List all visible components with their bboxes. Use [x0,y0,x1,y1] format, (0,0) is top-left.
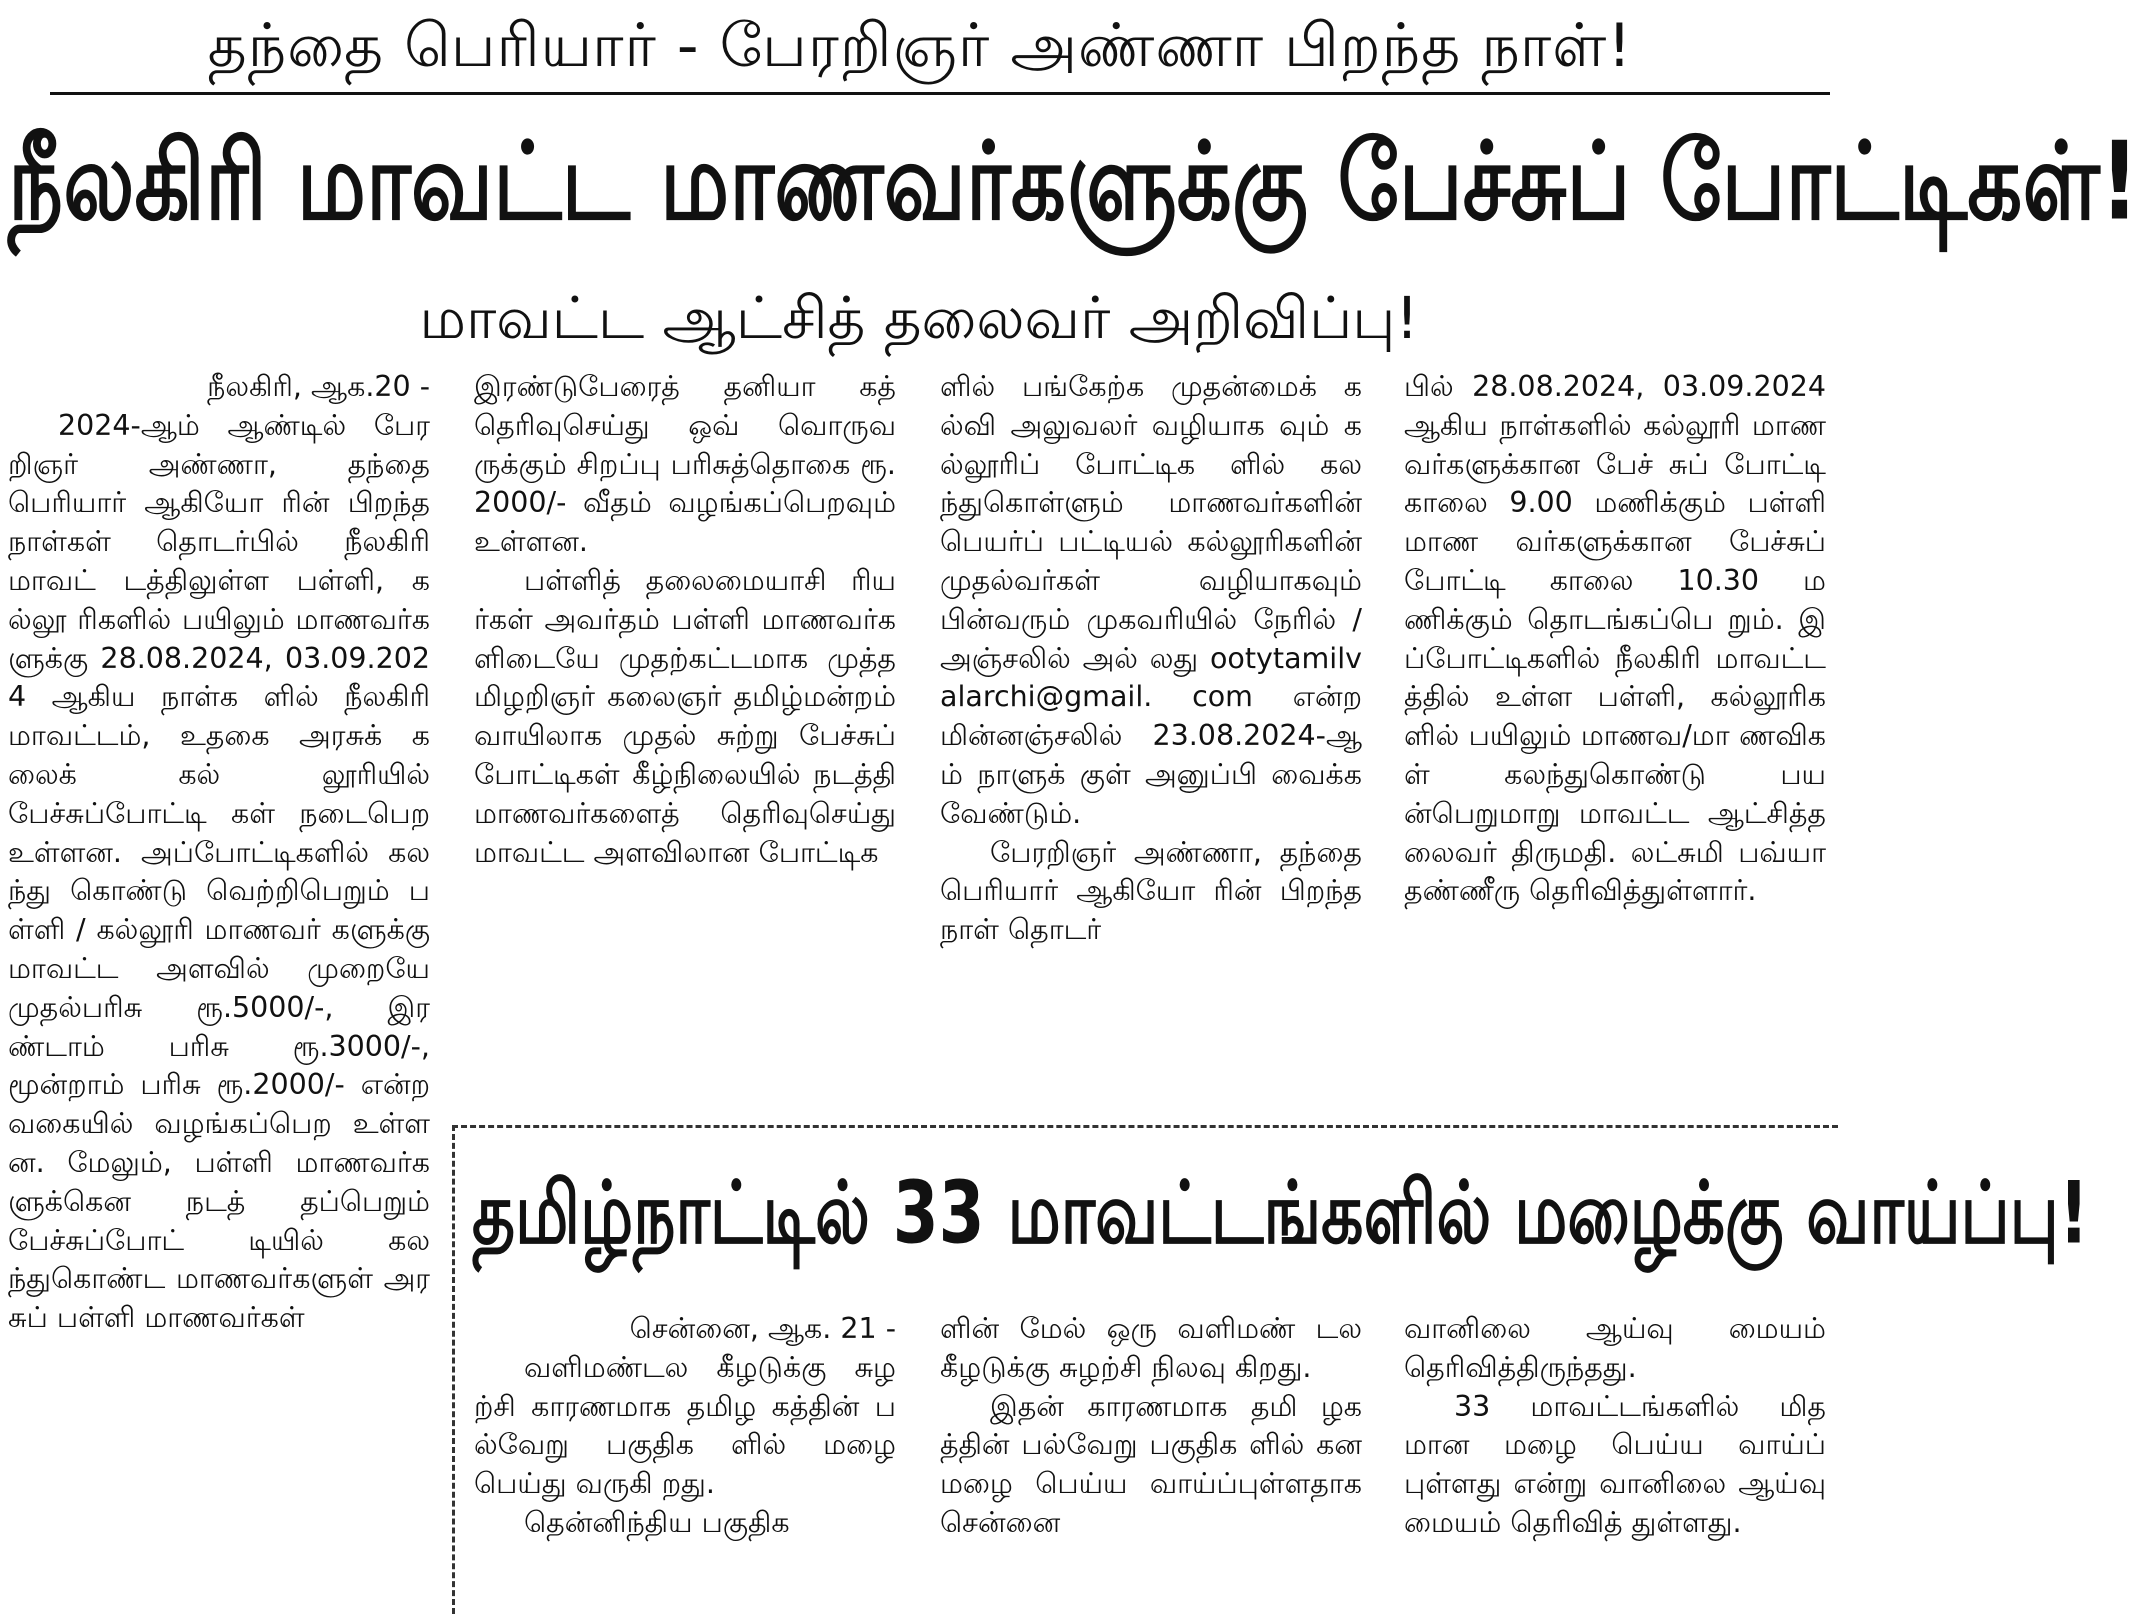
body-paragraph: பேரறிஞர் அண்ணா, தந்தை பெரியார் ஆகியோ ரின் பிறந்தநாள் தொடர் [940,835,1362,947]
article-column-3 [940,368,1362,1108]
article-column-1 [8,368,430,1614]
body-paragraph: ளின் மேல் ஒரு வளிமண் டல கீழடுக்கு சுழற்சி நிலவு கிறது. [940,1312,1362,1384]
body-paragraph: வளிமண்டல கீழடுக்கு சுழற்சி காரணமாக தமிழ கத்தின் பல்வேறு பகுதிக ளில் மழை பெய்து வருகி றது. [474,1350,896,1501]
article-kicker: தந்தை பெரியார் - பேரறிஞர் அண்ணா பிறந்த நாள்! [207,11,1633,81]
body-paragraph: இரண்டுபேரைத் தனியா கத் தெரிவுசெய்து ஒவ் வொருவருக்கும் சிறப்பு பரிசுத்தொகை ரூ.2000/- வீதம் வழங்கப்பெறவும் உள்ளன. [474,370,896,559]
body-paragraph: வானிலை ஆய்வு மையம் தெரிவித்திருந்தது. [1404,1312,1826,1384]
body-paragraph: 2024-ஆம் ஆண்டில் பேரறிஞர் அண்ணா, தந்தை பெரியார் ஆகியோ ரின் பிறந்தநாள்கள் தொடர்பில் நீலகிரி மாவட் டத்திலுள்ள பள்ளி, கல்லூ ரிகளில் பயிலும் மாணவர்க ளுக்கு 28.08.2024, 03.09.2024 ஆகிய நாள்க ளில் நீலகிரி மாவட்டம், உதகை அரசுக் கலைக் கல் லூரியில் பேச்சுப்போட்டி கள் நடைபெற உள்ளன. அப்போட்டிகளில் கலந்து கொண்டு வெற்றிபெறும் பள்ளி / கல்லூரி மாணவர் களுக்கு மாவட்ட அளவில் முறையே முதல்பரிசு ரூ.5000/-, இரண்டாம் பரிசு ரூ.3000/-, மூன்றாம் பரிசு ரூ.2000/- என்ற வகையில் வழங்கப்பெற உள்ளன. மேலும், பள்ளி மாணவர்களுக்கென நடத் தப்பெறும் பேச்சுப்போட் டியில் கலந்துகொண்ட மாணவர்களுள் அரசுப் பள்ளி மாணவர்கள் [8,408,430,1335]
article-column-4 [1404,368,1826,1108]
second-article-dateline: சென்னை, ஆக. 21 - [629,1312,896,1345]
body-paragraph: 33 மாவட்டங்களில் மித மான மழை பெய்ய வாய்ப் புள்ளது என்று வானிலை ஆய்வு மையம் தெரிவித் துள்ளது. [1404,1389,1826,1539]
article-dateline: நீலகிரி, ஆக.20 - [207,370,430,403]
second-article-column-3 [1404,1310,1826,1610]
body-paragraph: பில் 28.08.2024, 03.09.2024 ஆகிய நாள்களில் கல்லூரி மாணவர்களுக்கான பேச் சுப் போட்டி காலை 9.00 மணிக்கும் பள்ளி மாண வர்களுக்கான பேச்சுப் போட்டி காலை 10.30 மணிக்கும் தொடங்கப்பெ றும். இப்போட்டிகளில் நீலகிரி மாவட்டத்தில் உள்ள பள்ளி, கல்லூரிக ளில் பயிலும் மாணவ/மா ணவிகள் கலந்துகொண்டு பயன்பெறுமாறு மாவட்ட ஆட்சித்தலைவர் திருமதி. லட்சுமி பவ்யா தண்ணீரு தெரிவித்துள்ளார். [1404,370,1826,908]
body-paragraph: இதன் காரணமாக தமி ழகத்தின் பல்வேறு பகுதிக ளில் கனமழை பெய்ய வாய்ப்புள்ளதாக சென்னை [940,1389,1362,1539]
second-article-headline: தமிழ்நாட்டில் 33 மாவட்டங்களில் மழைக்கு வாய்ப்பு! [472,1163,2089,1264]
article-headline: நீலகிரி மாவட்ட மாணவர்களுக்கு பேச்சுப் போட்டிகள்! [8,119,2139,245]
article-subheadline: மாவட்ட ஆட்சித் தலைவர் அறிவிப்பு! [419,284,1419,352]
article-divider-vertical [452,1125,455,1614]
second-article-column-2 [940,1310,1362,1610]
body-paragraph: தென்னிந்திய பகுதிக [524,1505,790,1539]
body-paragraph: ளில் பங்கேற்க முதன்மைக் கல்வி அலுவலர் வழியாக வும் கல்லூரிப் போட்டிக ளில் கலந்துகொள்ளும் மாணவர்களின் பெயர்ப் பட்டியல் கல்லூரிகளின் முதல்வர்கள் வழியாகவும் பின்வரும் முகவரியில் நேரில் / அஞ்சலில் அல் லது ootytamilvalarchi@gmail. com என்ற மின்னஞ்சலில் 23.08.2024-ஆம் நாளுக் குள் அனுப்பி வைக்க வேண்டும். [940,370,1362,830]
second-article-column-1 [474,1310,896,1610]
article-column-2 [474,368,896,1108]
body-paragraph: பள்ளித் தலைமையாசி ரியர்கள் அவர்தம் பள்ளி மாணவர்களிடையே முதற்கட்டமாக முத்தமிழறிஞர் கலைஞர் தமிழ்மன்றம் வாயிலாக முதல் சுற்று பேச்சுப் போட்டிகள் கீழ்நிலையில் நடத்தி மாணவர்களைத் தெரிவுசெய்து மாவட்ட அளவிலான போட்டிக [474,563,896,869]
